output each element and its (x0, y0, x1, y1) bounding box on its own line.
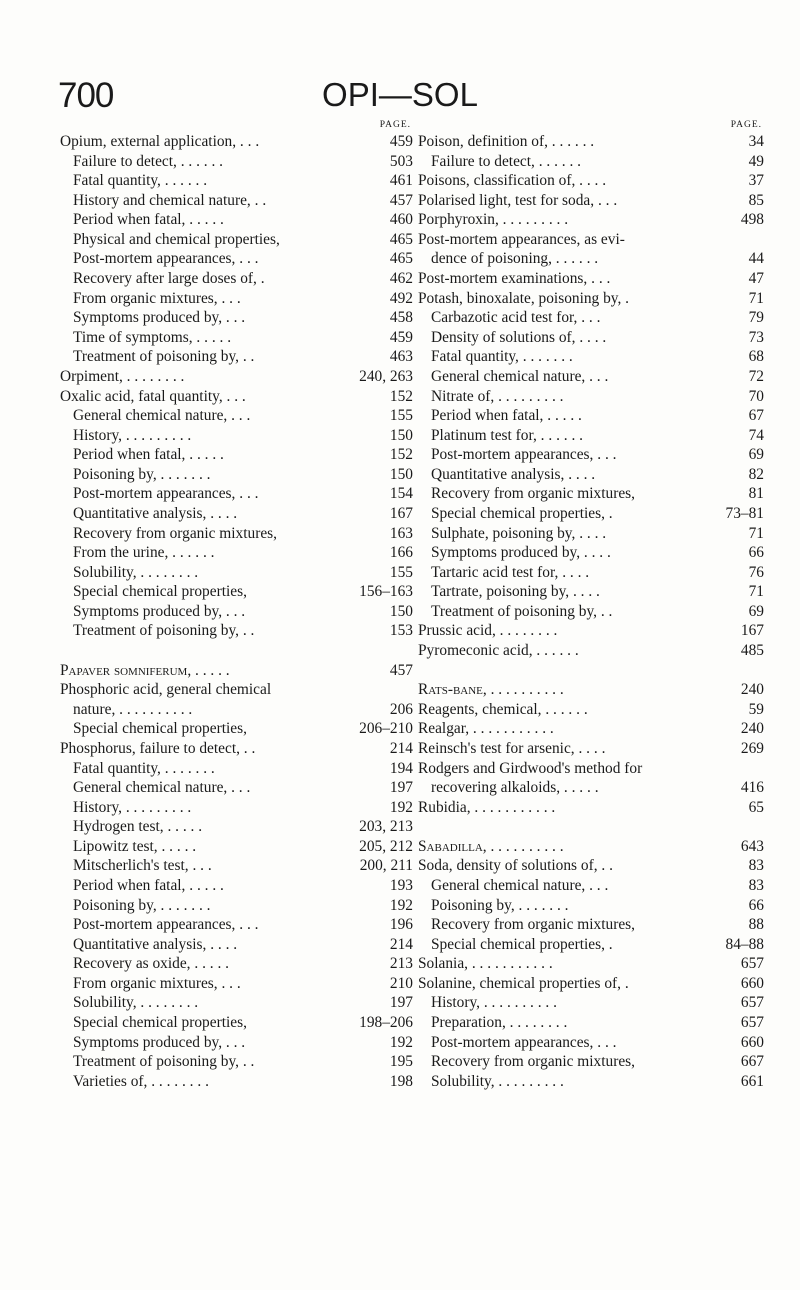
entry-text: Pyromeconic acid, . . . . . . (418, 642, 579, 660)
page-column-label: PAGE. (379, 120, 411, 130)
index-entry (418, 719, 764, 739)
entry-page-ref: 79 (748, 309, 764, 327)
entry-page-ref: 214 (389, 739, 413, 757)
index-entry (60, 308, 413, 328)
entry-page-ref: 205, 212 (359, 837, 413, 855)
entry-text: Physical and chemical properties, (73, 230, 280, 248)
entry-text: From organic mixtures, . . . (73, 289, 241, 307)
entry-text: Soda, density of solutions of, . . (418, 857, 613, 875)
entry-page-ref: 214 (389, 935, 413, 953)
left-entries (60, 132, 413, 1091)
entry-text: Rubidia, . . . . . . . . . . . (418, 798, 556, 816)
section-gap (418, 661, 764, 681)
entry-page-ref: 210 (389, 974, 413, 992)
index-entry (418, 426, 764, 446)
entry-page-ref: 200, 211 (359, 857, 413, 875)
index-entry (418, 152, 764, 172)
index-entry (418, 387, 764, 407)
index-entry (60, 445, 413, 465)
entry-text: Nitrate of, . . . . . . . . . (431, 387, 564, 405)
entry-text: Lipowitz test, . . . . . (73, 837, 197, 855)
entry-page-ref: 83 (748, 857, 764, 875)
entry-page-ref: 660 (740, 1033, 764, 1051)
entry-page-ref: 657 (740, 955, 764, 973)
entry-text: Orpiment, . . . . . . . . (60, 367, 185, 385)
index-entry (60, 563, 413, 583)
entry-page-ref: 150 (389, 426, 413, 444)
entry-page-ref: 240, 263 (359, 367, 413, 385)
entry-text: Poisoning by, . . . . . . . (73, 896, 211, 914)
index-entry (418, 504, 764, 524)
entry-text: Treatment of poisoning by, . . (73, 622, 255, 640)
entry-text: Post-mortem examinations, . . . (418, 270, 611, 288)
entry-page-ref: 463 (389, 348, 413, 366)
entry-text: Sulphate, poisoning by, . . . . (431, 524, 607, 542)
entry-page-ref: 71 (748, 289, 764, 307)
entry-text: Post-mortem appearances, . . . (73, 250, 259, 268)
entry-page-ref: 198–206 (359, 1014, 413, 1032)
section-gap (60, 641, 413, 661)
index-entry (418, 700, 764, 720)
entry-text: Poisoning by, . . . . . . . (73, 465, 211, 483)
section-gap (418, 817, 764, 837)
entry-page-ref: 37 (748, 172, 764, 190)
index-entry (60, 1013, 413, 1033)
entry-text: Solanine, chemical properties of, . (418, 974, 629, 992)
index-entry (418, 308, 764, 328)
index-entry (60, 328, 413, 348)
index-entry (60, 426, 413, 446)
index-entry (418, 993, 764, 1013)
entry-page-ref: 69 (748, 446, 764, 464)
entry-page-ref: 83 (748, 876, 764, 894)
entry-page-ref: 81 (748, 485, 764, 503)
entry-text: Recovery from organic mixtures, (431, 1053, 636, 1071)
entry-text: History, . . . . . . . . . (73, 426, 192, 444)
entry-text: General chemical nature, . . . (73, 407, 251, 425)
index-entry (60, 602, 413, 622)
index-entry (60, 661, 413, 681)
entry-text: Treatment of poisoning by, . . (431, 602, 613, 620)
running-title: OPI—SOL (322, 76, 478, 113)
page-column-label: PAGE. (730, 120, 762, 130)
index-entry (418, 876, 764, 896)
entry-text: Special chemical properties, (73, 1014, 247, 1032)
entry-page-ref: 71 (748, 524, 764, 542)
entry-text: Tartaric acid test for, . . . . (431, 563, 590, 581)
entry-text: Symptoms produced by, . . . (73, 602, 246, 620)
index-entry (418, 582, 764, 602)
entry-page-ref: 155 (389, 407, 413, 425)
index-entry (418, 915, 764, 935)
index-entry (418, 739, 764, 759)
entry-page-ref: 667 (740, 1053, 764, 1071)
entry-page-ref: 462 (389, 270, 413, 288)
index-entry (60, 191, 413, 211)
entry-text: Rats-bane, . . . . . . . . . . (418, 681, 564, 699)
index-entry (418, 641, 764, 661)
entry-page-ref: 82 (748, 465, 764, 483)
entry-text: Failure to detect, . . . . . . (73, 152, 224, 170)
entry-page-ref: 643 (740, 837, 764, 855)
entry-text: Oxalic acid, fatal quantity, . . . (60, 387, 246, 405)
entry-text: Post-mortem appearances, . . . (73, 916, 259, 934)
entry-text: History and chemical nature, . . (73, 191, 267, 209)
entry-page-ref: 66 (748, 896, 764, 914)
entry-text: General chemical nature, . . . (73, 779, 251, 797)
entry-page-ref: 416 (740, 779, 764, 797)
index-entry (60, 621, 413, 641)
entry-text: Special chemical properties, (73, 720, 247, 738)
index-entry (60, 1072, 413, 1092)
index-entry (418, 974, 764, 994)
entry-text: Period when fatal, . . . . . (73, 876, 224, 894)
entry-page-ref: 203, 213 (359, 818, 413, 836)
index-entry (418, 856, 764, 876)
entry-text: Quantitative analysis, . . . . (73, 504, 238, 522)
entry-page-ref: 240 (740, 681, 764, 699)
entry-text: Symptoms produced by, . . . (73, 309, 246, 327)
entry-text: Post-mortem appearances, . . . (431, 446, 617, 464)
entry-page-ref: 166 (389, 544, 413, 562)
entry-page-ref: 167 (740, 622, 764, 640)
entry-page-ref: 457 (389, 661, 413, 679)
entry-page-ref: 485 (740, 642, 764, 660)
entry-page-ref: 196 (389, 916, 413, 934)
entry-page-ref: 167 (389, 504, 413, 522)
entry-text: Special chemical properties, (73, 583, 247, 601)
entry-page-ref: 459 (389, 133, 413, 150)
index-entry (60, 935, 413, 955)
entry-page-ref: 657 (740, 994, 764, 1012)
entry-page-ref: 197 (389, 994, 413, 1012)
entry-page-ref: 657 (740, 1014, 764, 1032)
index-entry (60, 856, 413, 876)
index-entry (60, 837, 413, 857)
index-column-left (60, 120, 413, 1091)
index-entry (418, 896, 764, 916)
index-entry (418, 289, 764, 309)
entry-page-ref: 195 (389, 1053, 413, 1071)
entry-text: Fatal quantity, . . . . . . . (431, 348, 573, 366)
entry-text: Sabadilla, . . . . . . . . . . (418, 837, 564, 855)
entry-page-ref: 240 (740, 720, 764, 738)
index-entry (418, 798, 764, 818)
index-entry (60, 484, 413, 504)
entry-page-ref: 198 (389, 1072, 413, 1090)
entry-text: Realgar, . . . . . . . . . . . (418, 720, 554, 738)
index-entry (418, 680, 764, 700)
index-entry (418, 778, 764, 798)
entry-page-ref: 660 (740, 974, 764, 992)
index-entry (60, 543, 413, 563)
entry-page-ref: 59 (748, 700, 764, 718)
entry-text: Recovery from organic mixtures, (431, 485, 636, 503)
entry-text: Potash, binoxalate, poisoning by, . (418, 289, 630, 307)
index-entry (60, 582, 413, 602)
index-entry (60, 249, 413, 269)
entry-text: Post-mortem appearances, . . . (431, 1033, 617, 1051)
entry-text: Failure to detect, . . . . . . (431, 152, 582, 170)
entry-page-ref: 70 (748, 387, 764, 405)
entry-text: Solubility, . . . . . . . . . (431, 1072, 564, 1090)
entry-text: Poisons, classification of, . . . . (418, 172, 607, 190)
entry-page-ref: 156–163 (359, 583, 413, 601)
entry-text: Recovery after large doses of, . (73, 270, 265, 288)
index-entry (418, 132, 764, 152)
index-entry (418, 328, 764, 348)
entry-page-ref: 88 (748, 916, 764, 934)
entry-page-ref: 458 (389, 309, 413, 327)
entry-page-ref: 197 (389, 779, 413, 797)
index-entry (418, 210, 764, 230)
index-entry (418, 406, 764, 426)
entry-text: Poison, definition of, . . . . . . (418, 133, 595, 150)
index-entry (418, 269, 764, 289)
entry-page-ref: 459 (389, 328, 413, 346)
index-entry (60, 993, 413, 1013)
entry-page-ref: 68 (748, 348, 764, 366)
entry-page-ref: 269 (740, 739, 764, 757)
entry-page-ref: 47 (748, 270, 764, 288)
entry-page-ref: 73 (748, 328, 764, 346)
entry-page-ref: 154 (389, 485, 413, 503)
index-entry (418, 543, 764, 563)
entry-text: Tartrate, poisoning by, . . . . (431, 583, 600, 601)
entry-text: General chemical nature, . . . (431, 876, 609, 894)
entry-page-ref: 152 (389, 446, 413, 464)
index-entry (60, 974, 413, 994)
index-entry (60, 387, 413, 407)
right-entries (418, 132, 764, 1091)
index-entry (60, 465, 413, 485)
entry-text: Hydrogen test, . . . . . (73, 818, 203, 836)
entry-text: Poisoning by, . . . . . . . (431, 896, 569, 914)
entry-page-ref: 84–88 (725, 935, 764, 953)
entry-page-ref: 74 (748, 426, 764, 444)
entry-text: Density of solutions of, . . . . (431, 328, 607, 346)
entry-text: Carbazotic acid test for, . . . (431, 309, 601, 327)
entry-text: General chemical nature, . . . (431, 367, 609, 385)
entry-page-ref: 73–81 (725, 504, 764, 522)
entry-page-ref: 69 (748, 602, 764, 620)
entry-text: Papaver somniferum, . . . . . (60, 661, 230, 679)
entry-text: Preparation, . . . . . . . . (431, 1014, 568, 1032)
entry-text: Recovery as oxide, . . . . . (73, 955, 230, 973)
entry-text: Solubility, . . . . . . . . (73, 563, 199, 581)
entry-text: Prussic acid, . . . . . . . . (418, 622, 558, 640)
entry-page-ref: 76 (748, 563, 764, 581)
index-entry (60, 152, 413, 172)
entry-text: Phosphorus, failure to detect, . . (60, 739, 256, 757)
entry-page-ref: 492 (389, 289, 413, 307)
index-entry (60, 817, 413, 837)
entry-text: Quantitative analysis, . . . . (73, 935, 238, 953)
entry-text: Solubility, . . . . . . . . (73, 994, 199, 1012)
index-entry (418, 191, 764, 211)
index-entry (418, 602, 764, 622)
entry-text: From organic mixtures, . . . (73, 974, 241, 992)
entry-text: Post-mortem appearances, . . . (73, 485, 259, 503)
entry-text: Solania, . . . . . . . . . . . (418, 955, 553, 973)
index-entry (418, 1052, 764, 1072)
index-entry (418, 484, 764, 504)
index-entry (60, 406, 413, 426)
index-entry (418, 954, 764, 974)
entry-text: Fatal quantity, . . . . . . (73, 172, 208, 190)
index-entry (60, 759, 413, 779)
index-entry (60, 1052, 413, 1072)
entry-page-ref: 153 (389, 622, 413, 640)
entry-text: Post-mortem appearances, as evi- (418, 230, 625, 248)
entry-text: Reinsch's test for arsenic, . . . . (418, 739, 606, 757)
index-entry (60, 171, 413, 191)
entry-text: recovering alkaloids, . . . . . (431, 779, 599, 797)
entry-page-ref: 192 (389, 1033, 413, 1051)
entry-text: History, . . . . . . . . . (73, 798, 192, 816)
entry-page-ref: 461 (389, 172, 413, 190)
index-entry (418, 249, 764, 269)
index-entry (418, 445, 764, 465)
entry-text: From the urine, . . . . . . (73, 544, 215, 562)
entry-text: Period when fatal, . . . . . (431, 407, 582, 425)
entry-text: Fatal quantity, . . . . . . . (73, 759, 215, 777)
entry-text: Opium, external application, . . . (60, 133, 260, 150)
index-entry (60, 1033, 413, 1053)
index-entry (60, 504, 413, 524)
entry-page-ref: 150 (389, 465, 413, 483)
entry-page-ref: 498 (740, 211, 764, 229)
entry-page-ref: 85 (748, 191, 764, 209)
index-entry (418, 563, 764, 583)
entry-text: Rodgers and Girdwood's method for (418, 759, 643, 777)
index-entry (418, 621, 764, 641)
index-entry (60, 700, 413, 720)
entry-page-ref: 49 (748, 152, 764, 170)
index-entry (60, 778, 413, 798)
entry-page-ref: 661 (740, 1072, 764, 1090)
index-entry (60, 289, 413, 309)
entry-page-ref: 67 (748, 407, 764, 425)
index-entry (418, 367, 764, 387)
index-entry (60, 915, 413, 935)
index-entry (60, 896, 413, 916)
entry-page-ref: 193 (389, 876, 413, 894)
entry-page-ref: 192 (389, 896, 413, 914)
entry-page-ref: 66 (748, 544, 764, 562)
entry-text: Period when fatal, . . . . . (73, 211, 224, 229)
entry-page-ref: 71 (748, 583, 764, 601)
index-entry (60, 367, 413, 387)
entry-text: Phosphoric acid, general chemical (60, 681, 272, 699)
entry-text: Special chemical properties, . (431, 935, 613, 953)
entry-page-ref: 65 (748, 798, 764, 816)
entry-text: Symptoms produced by, . . . . (431, 544, 611, 562)
entry-text: Recovery from organic mixtures, (73, 524, 278, 542)
entry-text: Symptoms produced by, . . . (73, 1033, 246, 1051)
entry-page-ref: 192 (389, 798, 413, 816)
entry-page-ref: 44 (748, 250, 764, 268)
entry-page-ref: 152 (389, 387, 413, 405)
index-entry (418, 1013, 764, 1033)
entry-text: History, . . . . . . . . . . (431, 994, 557, 1012)
index-entry (418, 935, 764, 955)
entry-text: nature, . . . . . . . . . . (73, 700, 193, 718)
entry-text: Reagents, chemical, . . . . . . (418, 700, 588, 718)
entry-page-ref: 465 (389, 250, 413, 268)
entry-text: Recovery from organic mixtures, (431, 916, 636, 934)
entry-page-ref: 457 (389, 191, 413, 209)
index-entry (418, 1072, 764, 1092)
page-number: 700 (58, 76, 114, 115)
index-entry (418, 230, 764, 250)
entry-text: Polarised light, test for soda, . . . (418, 191, 618, 209)
index-entry (60, 210, 413, 230)
entry-page-ref: 206 (389, 700, 413, 718)
index-entry (60, 132, 413, 152)
entry-text: Period when fatal, . . . . . (73, 446, 224, 464)
entry-page-ref: 34 (748, 133, 764, 150)
entry-text: Quantitative analysis, . . . . (431, 465, 596, 483)
entry-text: Platinum test for, . . . . . . (431, 426, 583, 444)
index-entry (418, 347, 764, 367)
index-entry (60, 719, 413, 739)
entry-text: Treatment of poisoning by, . . (73, 348, 255, 366)
entry-page-ref: 465 (389, 230, 413, 248)
index-entry (418, 759, 764, 779)
index-entry (60, 739, 413, 759)
index-entry (60, 798, 413, 818)
entry-page-ref: 155 (389, 563, 413, 581)
entry-page-ref: 503 (389, 152, 413, 170)
index-entry (60, 954, 413, 974)
entry-page-ref: 72 (748, 367, 764, 385)
entry-page-ref: 213 (389, 955, 413, 973)
entry-page-ref: 194 (389, 759, 413, 777)
index-entry (60, 876, 413, 896)
index-entry (60, 347, 413, 367)
entry-page-ref: 163 (389, 524, 413, 542)
entry-text: Special chemical properties, . (431, 504, 613, 522)
index-entry (60, 524, 413, 544)
index-entry (60, 680, 413, 700)
index-entry (418, 837, 764, 857)
entry-page-ref: 460 (389, 211, 413, 229)
entry-text: Varieties of, . . . . . . . . (73, 1072, 209, 1090)
index-entry (60, 230, 413, 250)
index-entry (418, 171, 764, 191)
index-entry (418, 1033, 764, 1053)
index-entry (418, 524, 764, 544)
entry-text: Time of symptoms, . . . . . (73, 328, 232, 346)
index-entry (418, 465, 764, 485)
entry-text: Mitscherlich's test, . . . (73, 857, 212, 875)
index-entry (60, 269, 413, 289)
entry-text: Treatment of poisoning by, . . (73, 1053, 255, 1071)
entry-text: dence of poisoning, . . . . . . (431, 250, 599, 268)
entry-page-ref: 150 (389, 602, 413, 620)
entry-text: Porphyroxin, . . . . . . . . . (418, 211, 569, 229)
page-header (0, 76, 800, 116)
entry-page-ref: 206–210 (359, 720, 413, 738)
index-column-right (418, 120, 764, 1091)
